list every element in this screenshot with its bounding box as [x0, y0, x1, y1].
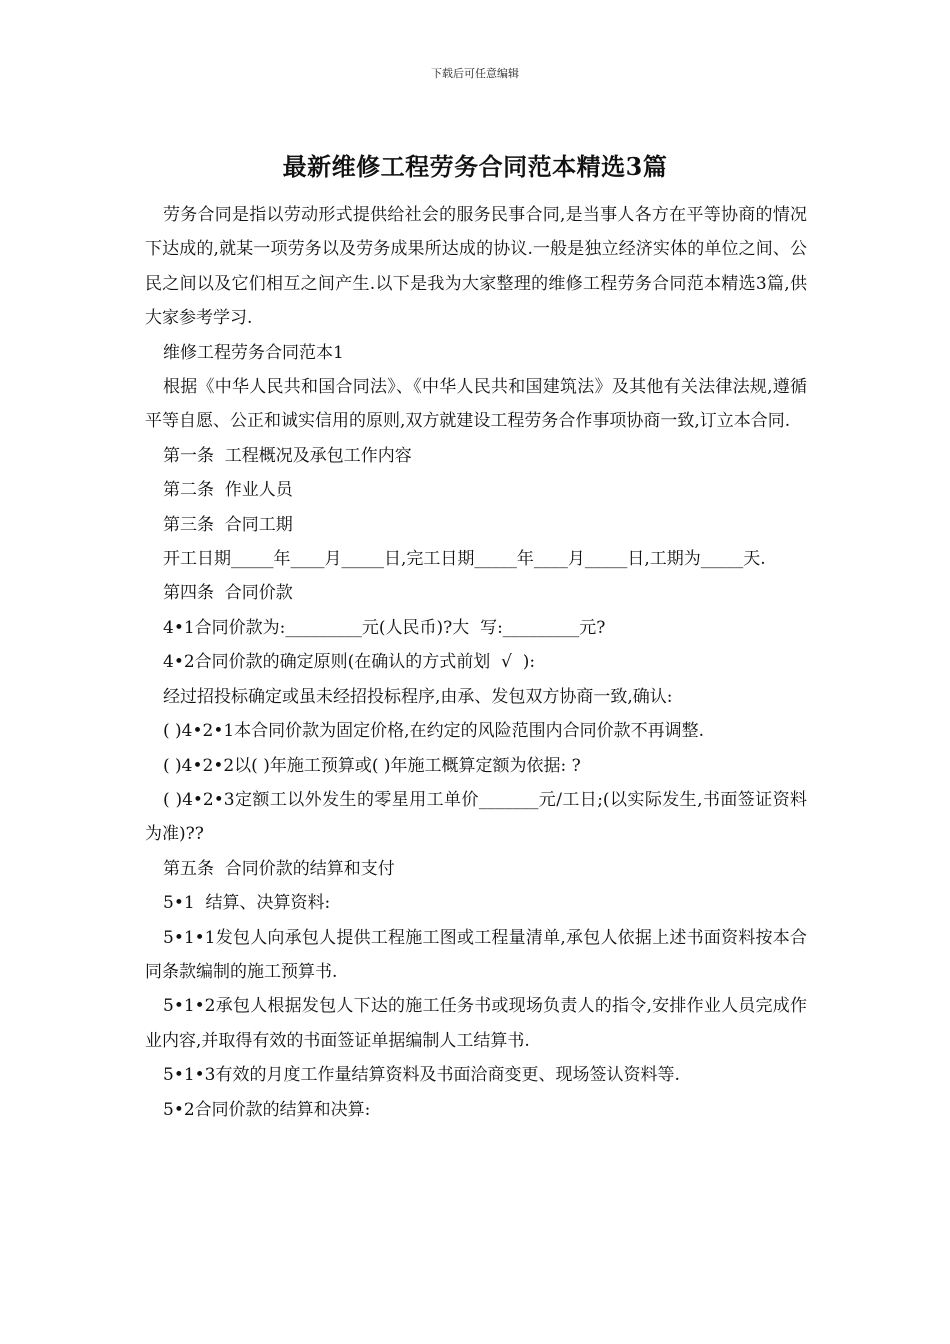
clause-4-2: 4•2合同价款的确定原则(在确认的方式前划 √ ): — [163, 652, 536, 673]
article-4-heading: 第四条 合同价款 — [163, 583, 293, 604]
contract-period-paragraph: 开工日期_____年____月_____日,完工日期_____年____月_____日,工期为_____天. — [163, 549, 766, 570]
intro-paragraph: 劳务合同是指以劳动形式提供给社会的服务民事合同,是当事人各方在平等协商的情况下达成的,就某一项劳务以及劳务成果所达成的协议.一般是独立经济实体的单位之间、公民之间以及它们相互之间产生.以下是我为大家整理的维修工程劳务合同范本精选3篇,供大家参考学习. — [145, 205, 807, 329]
clause-5-1-3: 5•1•3有效的月度工作量结算资料及书面洽商变更、现场签认资料等. — [163, 1065, 680, 1086]
section-heading-sample-1: 维修工程劳务合同范本1 — [163, 342, 344, 363]
article-3-heading: 第三条 合同工期 — [163, 514, 293, 535]
clause-4-2-3: ( )4•2•3定额工以外发生的零星用工单价_______元/工日;(以实际发生,书面签证资料为准)?? — [145, 789, 807, 845]
clause-4-2-2: ( )4•2•2以( )年施工预算或( )年施工概算定额为依据: ? — [163, 755, 581, 776]
clause-5-2: 5•2合同价款的结算和决算: — [163, 1099, 371, 1120]
article-2-heading: 第二条 作业人员 — [163, 480, 293, 501]
clause-5-1-2: 5•1•2承包人根据发包人下达的施工任务书或现场负责人的指令,安排作业人员完成作业内容,并取得有效的书面签证单据编制人工结算书. — [145, 996, 807, 1051]
document-title: 最新维修工程劳务合同范本精选3篇 — [282, 152, 668, 181]
article-5-heading: 第五条 合同价款的结算和支付 — [163, 858, 395, 879]
clause-5-1: 5•1 结算、决算资料: — [163, 893, 331, 914]
legal-basis-paragraph: 根据《中华人民共和国合同法》、《中华人民共和国建筑法》及其他有关法律法规,遵循平等自愿、公正和诚实信用的原则,双方就建设工程劳务合作事项协商一致,订立本合同. — [145, 377, 807, 432]
confirmation-paragraph: 经过招投标确定或虽未经招投标程序,由承、发包双方协商一致,确认: — [163, 686, 673, 707]
clause-4-1: 4•1合同价款为:_________元(人民币)?大 写:_________元? — [163, 617, 606, 638]
clause-4-2-1: ( )4•2•1本合同价款为固定价格,在约定的风险范围内合同价款不再调整. — [163, 721, 704, 742]
document-body — [145, 198, 807, 1127]
clause-5-1-1: 5•1•1发包人向承包人提供工程施工图或工程量清单,承包人依据上述书面资料按本合同条款编制的施工预算书. — [145, 927, 807, 982]
article-1-heading: 第一条 工程概况及承包工作内容 — [163, 445, 412, 466]
header-note: 下载后可任意编辑 — [431, 67, 519, 80]
